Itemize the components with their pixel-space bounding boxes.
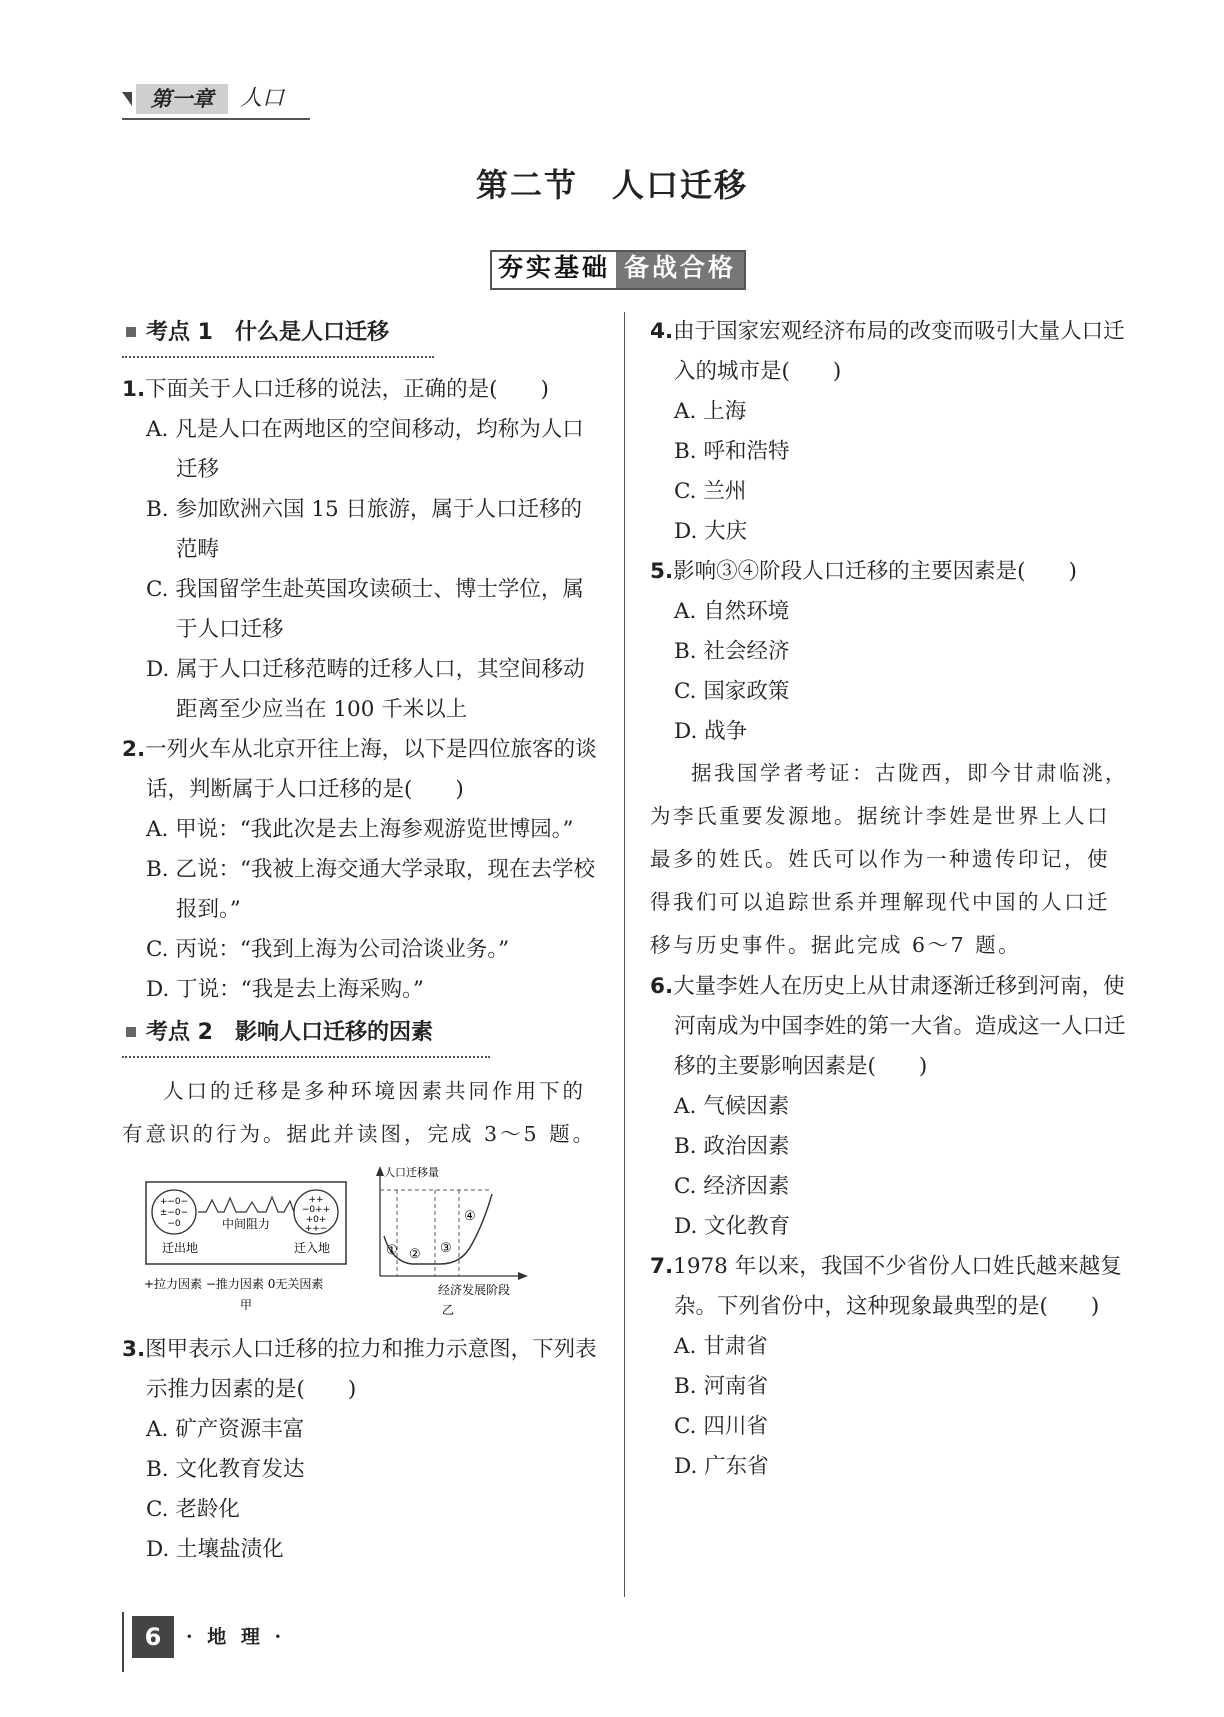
option-d: D. 战争: [674, 719, 748, 744]
option-d: D. 大庆: [674, 519, 748, 544]
intro-6-7: 据我国学者考证：古陇西，即今甘肃临洮，为李氏重要发源地。据统计李姓是世界上人口最多的姓氏。姓氏可以作为一种遗传印记，使得我们可以追踪世系并理解现代中国的人口迁移与历史事件。据此完成 6～7 题。: [650, 761, 1128, 957]
kaodian-2-label: 考点 2 影响人口迁移的因素: [146, 1020, 433, 1045]
chapter-header: [122, 80, 310, 120]
jia-caption: 甲: [239, 1298, 253, 1312]
triangle-marker-icon: [122, 92, 132, 106]
option-c: C. 经济因素: [674, 1174, 790, 1199]
option-b: B. 河南省: [674, 1374, 768, 1399]
banner: [490, 250, 746, 290]
option-d: D. 丁说：“我是去上海采购。”: [146, 977, 424, 1002]
option-b: B. 参加欧洲六国 15 日旅游，属于人口迁移的范畴: [146, 497, 582, 562]
question-number: 6.: [650, 974, 674, 999]
option-c: C. 兰州: [674, 479, 747, 504]
question-4: [650, 312, 1130, 552]
jia-out: 迁出地: [161, 1241, 199, 1255]
question-7: [650, 1247, 1130, 1487]
kaodian-2-heading: [122, 1012, 490, 1058]
question-5: [650, 552, 1130, 752]
option-b: B. 社会经济: [674, 639, 790, 664]
yi-caption: 乙: [441, 1303, 455, 1317]
option-c: C. 国家政策: [674, 679, 790, 704]
question-stem: 影响③④阶段人口迁移的主要因素是( ): [673, 559, 1077, 584]
chapter-name: 人口: [240, 86, 285, 111]
yi-stage-3: ③: [440, 1241, 452, 1256]
question-stem: 大量李姓人在历史上从甘肃逐渐迁移到河南，使河南成为中国李姓的第一大省。造成这一人口迁移的主要影响因素是( ): [673, 974, 1126, 1079]
kaodian-1-heading: [122, 312, 434, 358]
yi-ylabel: 人口迁移量: [384, 1166, 439, 1179]
square-bullet-icon: [126, 327, 136, 337]
option-c: C. 丙说：“我到上海为公司洽谈业务。”: [146, 937, 510, 962]
column-divider: [624, 312, 625, 1597]
jia-in-sym-1: ++: [308, 1195, 324, 1205]
banner-left: 夯实基础: [492, 252, 616, 288]
option-a: A. 甘肃省: [674, 1334, 768, 1359]
jia-out-sym-1: +−0−: [159, 1197, 189, 1207]
jia-middle-barrier: [198, 1197, 294, 1212]
yi-stage-2: ②: [409, 1247, 421, 1262]
yi-stage-1: ①: [386, 1243, 398, 1258]
yi-x-arrow: [518, 1272, 528, 1280]
page-number: 6: [132, 1616, 174, 1658]
question-stem: 1978 年以来，我国不少省份人口姓氏越来越复杂。下列省份中，这种现象最典型的是( ): [673, 1254, 1122, 1319]
chapter-label: 第一章: [136, 84, 228, 114]
intro-3-5: 人口的迁移是多种环境因素共同作用下的有意识的行为。据此并读图，完成 3～5 题。: [122, 1079, 597, 1146]
jia-in: 迁入地: [293, 1241, 331, 1255]
footer-bar: [122, 1612, 128, 1672]
figure-jia-yi: [122, 1164, 600, 1324]
jia-middle: 中间阻力: [221, 1217, 271, 1231]
option-b: B. 乙说：“我被上海交通大学录取，现在去学校报到。”: [146, 857, 595, 922]
question-number: 4.: [650, 319, 674, 344]
option-a: A. 矿产资源丰富: [146, 1417, 305, 1442]
section-title: 第二节 人口迁移: [475, 166, 748, 204]
option-c: C. 我国留学生赴英国攻读硕士、博士学位，属于人口迁移: [146, 577, 584, 642]
option-a: A. 自然环境: [674, 599, 790, 624]
option-b: B. 文化教育发达: [146, 1457, 305, 1482]
option-a: A. 凡是人口在两地区的空间移动，均称为人口迁移: [146, 417, 584, 482]
question-number: 2.: [122, 737, 146, 762]
question-6: [650, 967, 1130, 1247]
option-c: C. 老龄化: [146, 1497, 240, 1522]
question-2: [122, 730, 600, 1010]
question-number: 5.: [650, 559, 674, 584]
jia-in-sym-3: +0+: [305, 1215, 327, 1225]
question-number: 7.: [650, 1254, 674, 1279]
question-stem: 下面关于人口迁移的说法，正确的是( ): [145, 377, 549, 402]
yi-xlabel: 经济发展阶段: [437, 1283, 511, 1297]
question-stem: 一列火车从北京开往上海，以下是四位旅客的谈话，判断属于人口迁移的是( ): [145, 737, 597, 802]
left-column: [122, 312, 600, 1570]
option-d: D. 文化教育: [674, 1214, 791, 1239]
jia-legend: +拉力因素 −推力因素 0无关因素: [144, 1277, 324, 1291]
option-a: A. 上海: [674, 399, 747, 424]
option-d: D. 属于人口迁移范畴的迁移人口，其空间移动距离至少应当在 100 千米以上: [146, 657, 585, 722]
option-d: D. 土壤盐渍化: [146, 1537, 284, 1562]
question-number: 3.: [122, 1337, 146, 1362]
migration-figure: [122, 1164, 600, 1324]
option-b: B. 呼和浩特: [674, 439, 790, 464]
yi-curve: [384, 1194, 492, 1264]
question-3: [122, 1330, 600, 1570]
banner-right: 备战合格: [616, 252, 744, 288]
jia-in-sym-4: ++−: [304, 1224, 328, 1234]
page-footer: [122, 1612, 322, 1660]
jia-out-sym-2: ±−0−: [159, 1208, 189, 1218]
yi-y-arrow: [376, 1166, 384, 1176]
yi-stage-4: ④: [464, 1209, 476, 1224]
jia-out-sym-3: −0: [167, 1219, 181, 1229]
kaodian-1-label: 考点 1 什么是人口迁移: [146, 320, 389, 345]
jia-in-sym-2: −0++: [301, 1205, 331, 1215]
question-1: [122, 370, 600, 730]
option-a: A. 甲说：“我此次是去上海参观游览世博园。”: [146, 817, 574, 842]
question-stem: 由于国家宏观经济布局的改变而吸引大量人口迁入的城市是( ): [673, 319, 1125, 384]
option-d: D. 广东省: [674, 1454, 769, 1479]
option-a: A. 气候因素: [674, 1094, 790, 1119]
right-column: [650, 312, 1130, 1487]
option-b: B. 政治因素: [674, 1134, 790, 1159]
option-c: C. 四川省: [674, 1414, 768, 1439]
subject-label: · 地 理 ·: [186, 1626, 286, 1648]
square-bullet-icon: [126, 1027, 136, 1037]
question-stem: 图甲表示人口迁移的拉力和推力示意图，下列表示推力因素的是( ): [145, 1337, 597, 1402]
question-number: 1.: [122, 377, 146, 402]
